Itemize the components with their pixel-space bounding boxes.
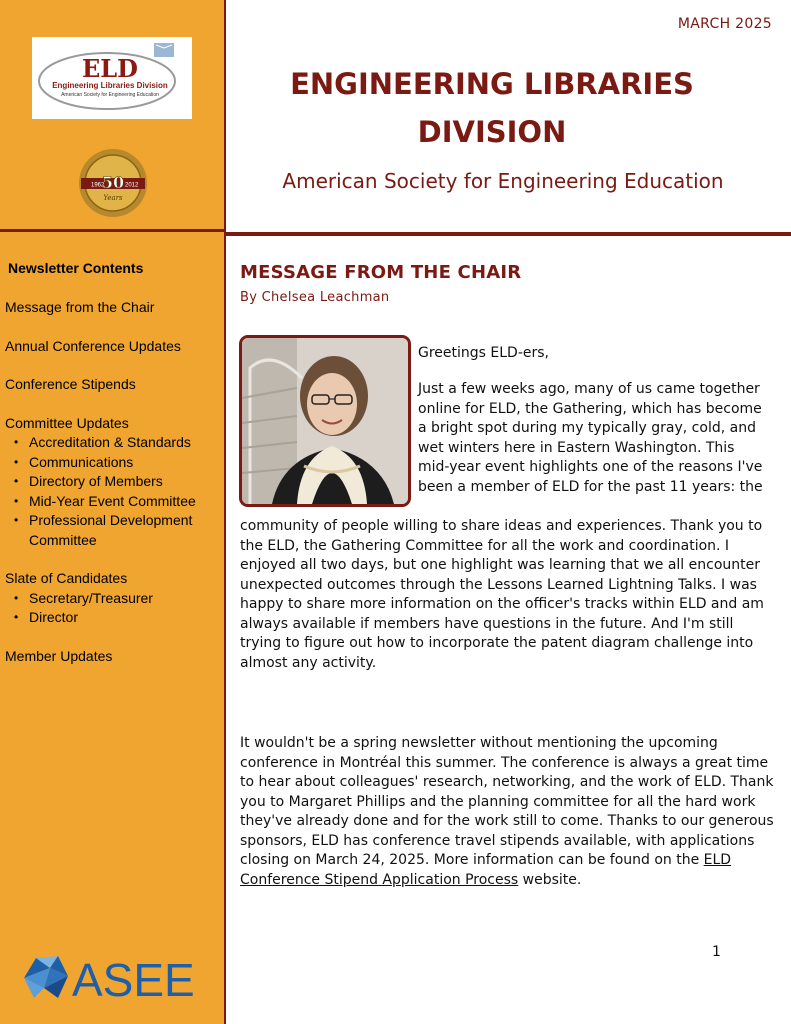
header-rule	[226, 232, 791, 236]
stipend-application-link[interactable]: ELD Conference Stipend Application Process	[240, 852, 732, 888]
chair-photo	[239, 335, 411, 507]
svg-text:2012: 2012	[125, 182, 139, 189]
article-greeting: Greetings ELD-ers,	[418, 345, 549, 361]
article-paragraph-1-rest: community of people willing to share ideas and experiences. Thank you to the ELD, the Gathering Committee for all the work and coordination. I enjoyed all two days, but one highlight was learning that we all encounter unexpected outcomes through the Lessons Learned Lightning Talks. I was happy to share more information on the officer's tracks within ELD and am always available if members have questions in the future. And I'm still trying to figure out how to incorporate the patent diagram challenge into almost any activity.	[240, 518, 764, 671]
sidebar-divider	[224, 0, 226, 1024]
svg-text:ASEE: ASEE	[72, 954, 195, 1004]
toc-subitem-accreditation[interactable]: • Accreditation & Standards	[14, 433, 217, 453]
toc-item-slate-candidates[interactable]: Slate of Candidates • Secretary/Treasurer • Director	[5, 569, 217, 628]
50-years-seal	[78, 148, 148, 218]
svg-text:Years: Years	[103, 194, 123, 202]
sidebar-header-rule	[0, 229, 224, 232]
toc-item-message-chair[interactable]: Message from the Chair	[5, 299, 155, 315]
toc-item-annual-conference[interactable]: Annual Conference Updates	[5, 337, 181, 354]
article-paragraph-1-wrap: Just a few weeks ago, many of us came together online for ELD, the Gathering, which has become a bright spot during my typically gray, cold, and wet winters here in Eastern Washington. This mid-year event highlights one of the reasons I've been a member of ELD for the past 11 years: the	[418, 381, 763, 495]
toc-heading: Newsletter Contents	[8, 260, 144, 276]
page-number: 1	[712, 944, 721, 960]
toc-item-conference-stipends[interactable]: Conference Stipends	[5, 376, 136, 392]
newsletter-subtitle: American Society for Engineering Education	[282, 169, 724, 193]
eld-logo	[32, 37, 192, 119]
svg-text:50: 50	[101, 173, 125, 192]
toc-committee-sublist	[5, 433, 217, 550]
table-of-contents	[5, 298, 217, 685]
article-title: MESSAGE FROM THE CHAIR	[240, 262, 522, 283]
toc-subitem-secretary[interactable]: • Secretary/Treasurer	[14, 589, 217, 609]
toc-subitem-director[interactable]: • Director	[14, 608, 217, 628]
toc-subitem-directory[interactable]: • Directory of Members	[14, 472, 217, 492]
svg-text:Engineering Libraries Division: Engineering Libraries Division	[52, 81, 168, 90]
article-paragraph-2: It wouldn't be a spring newsletter without mentioning the upcoming conference in Montréal this summer. The conference is always a great time to hear about colleagues' research, networking, and the work of ELD. Thank you to Margaret Phillips and the planning committee for all the hard work they've already done and for the work still to come. Thanks to our generous sponsors, ELD has conference travel stipends available, with applications closing on March 24, 2025. More information can be found on the ELD Conference Stipend Application Process website.	[240, 735, 774, 888]
toc-subitem-communications[interactable]: • Communications	[14, 453, 217, 473]
article-byline: By Chelsea Leachman	[240, 290, 390, 305]
asee-logo	[22, 952, 212, 1004]
newsletter-title: ENGINEERING LIBRARIES DIVISION	[290, 67, 694, 149]
svg-text:ELD: ELD	[82, 54, 138, 83]
toc-slate-sublist	[5, 589, 217, 628]
svg-text:1962: 1962	[91, 182, 105, 189]
issue-date: MARCH 2025	[677, 16, 772, 32]
toc-item-member-updates[interactable]: Member Updates	[5, 647, 113, 664]
toc-item-committee-updates[interactable]: Committee Updates • Accreditation & Standards • Communications • Directory of Members • Mid-Year Event Committee • Professional Development Committee	[5, 414, 217, 551]
toc-subitem-professional-development[interactable]: • Professional Development Committee	[14, 511, 217, 550]
svg-text:American Society for Engineeri: American Society for Engineering Education	[61, 92, 159, 98]
toc-subitem-mid-year[interactable]: • Mid-Year Event Committee	[14, 492, 217, 512]
